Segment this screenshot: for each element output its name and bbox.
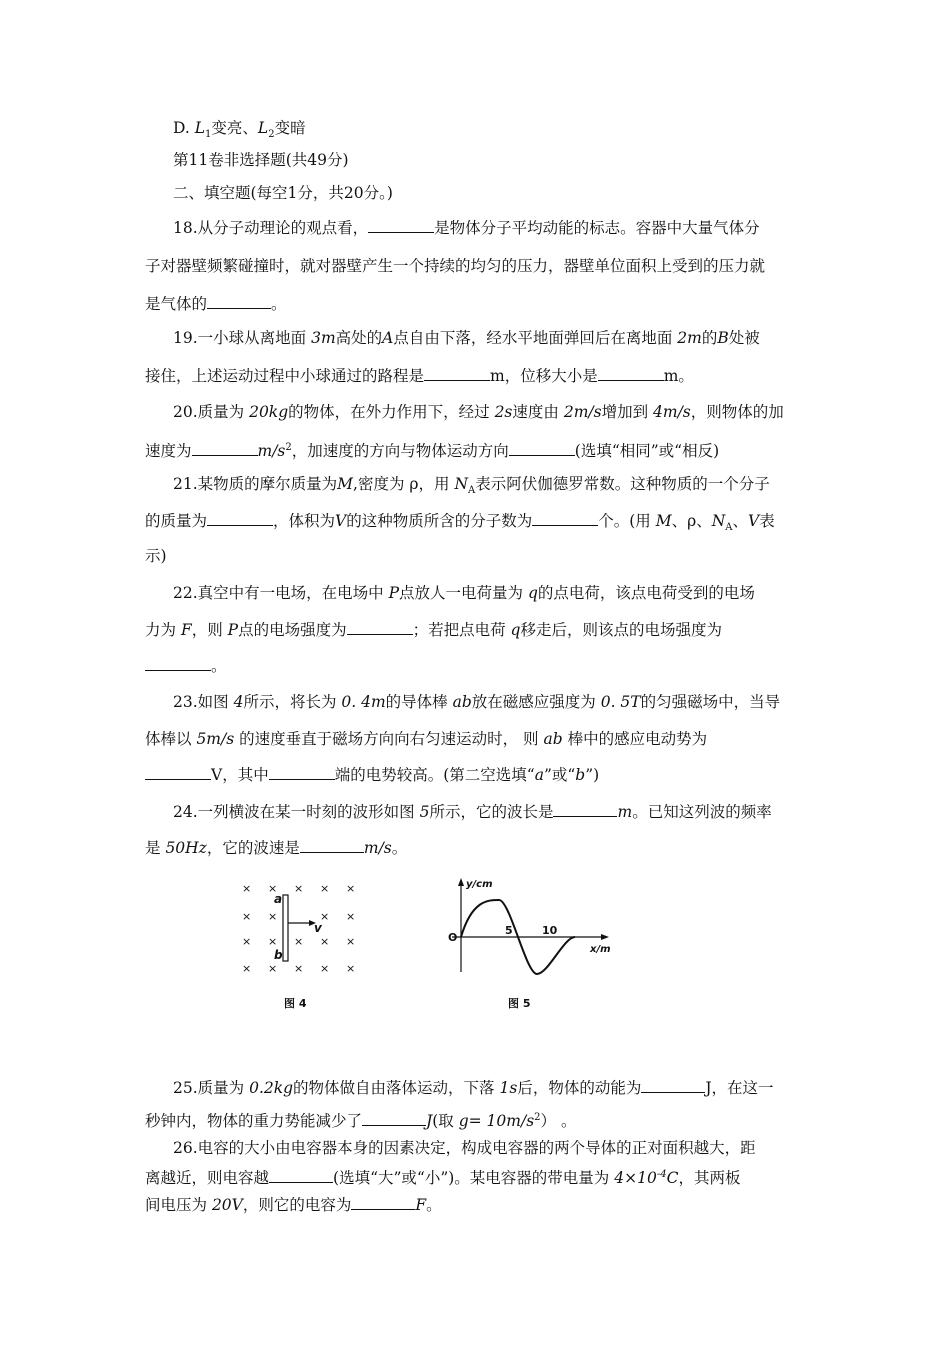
q26-line1: 26.电容的大小由电容器本身的因素决定，构成电容器的两个导体的正对面积越大，距: [173, 1139, 756, 1157]
answer-blank[interactable]: [351, 1195, 415, 1210]
q22-line1: 22.真空中有一电场，在电场中 P点放人一电荷量为 q的点电荷，该点电荷受到的电场: [173, 584, 755, 602]
answer-blank[interactable]: [362, 1111, 426, 1126]
figure-4-caption: 图 4: [284, 997, 307, 1010]
answer-blank[interactable]: [192, 441, 258, 456]
q21-line3: 示): [145, 547, 167, 565]
section-subtitle: 二、填空题(每空1分，共20分。): [173, 184, 393, 202]
option-d: D. $L_1$变亮、$L_2$变暗: [173, 119, 306, 141]
section-title: 第11卷非选择题(共49分): [173, 151, 349, 169]
field-cross: ×: [268, 882, 278, 895]
answer-blank[interactable]: [368, 218, 434, 233]
q18-line1: 18.从分子动理论的观点看， 是物体分子平均动能的标志。容器中大量气体分: [173, 219, 760, 237]
q23-line2: 体棒以 5m/s 的速度垂直于磁场方向向右匀速运动时， 则 ab 棒中的感应电动势为: [145, 730, 708, 748]
field-cross: ×: [242, 935, 252, 948]
q23-line1: 23.如图 4所示，将长为 0. 4m的导体棒 ab放在磁感应强度为 0. 5T的匀强磁场中，当导: [173, 693, 781, 711]
q21-line1: 21.某物质的摩尔质量为M,密度为 ρ，用 $N_A$表示阿伏伽德罗常数。这种物质的一个分子: [173, 475, 770, 497]
q25-line2: 秒钟内，物体的重力势能减少了 J(取 $g= 10m/s^2$） 。: [145, 1112, 577, 1131]
answer-blank[interactable]: [145, 765, 211, 780]
answer-blank[interactable]: [424, 366, 490, 381]
x-axis-label: x/m: [590, 944, 611, 955]
answer-blank[interactable]: [598, 366, 664, 381]
q21-line2: 的质量为 ，体积为V的这种物质所含的分子数为 个。(用 M、ρ、$N_A$、V表: [145, 512, 775, 534]
field-cross: ×: [320, 910, 330, 923]
velocity-label: v: [314, 921, 322, 935]
field-cross: ×: [320, 935, 330, 948]
q19-line2: 接住，上述运动过程中小球通过的路程是 m，位移大小是 m。: [145, 367, 694, 385]
answer-blank[interactable]: [269, 765, 335, 780]
field-cross: ×: [320, 962, 330, 975]
q20-line2: 速度为 $m/s^2$，加速度的方向与物体运动方向 (选填“相同”或“相反): [145, 442, 720, 461]
figure-4: [232, 875, 372, 985]
field-cross: ×: [242, 882, 252, 895]
y-axis-arrow-icon: [458, 878, 464, 886]
x-axis-arrow-icon: [601, 934, 609, 940]
field-cross: ×: [346, 935, 356, 948]
x-tick-10: 10: [542, 924, 558, 937]
q22-line2: 力为 F，则 P点的电场强度为 ；若把点电荷 q移走后，则该点的电场强度为: [145, 621, 722, 639]
field-cross: ×: [268, 962, 278, 975]
answer-blank[interactable]: [347, 620, 413, 635]
q26-line3: 间电压为 20V，则它的电容为 F。: [145, 1196, 442, 1214]
q24-line1: 24.一列横波在某一时刻的波形如图 5所示，它的波长是 m。已知这列波的频率: [173, 803, 772, 821]
field-cross: ×: [320, 882, 330, 895]
conductor-rod: [283, 895, 288, 961]
answer-blank[interactable]: [145, 656, 211, 671]
y-axis-label: y/cm: [466, 879, 493, 890]
field-cross: ×: [242, 910, 252, 923]
field-cross: ×: [346, 962, 356, 975]
field-cross: ×: [346, 910, 356, 923]
figure-5: [442, 870, 622, 995]
figure-5-caption: 图 5: [508, 997, 531, 1010]
field-cross: ×: [268, 910, 278, 923]
q24-line2: 是 50Hz，它的波速是 m/s。: [145, 839, 408, 857]
answer-blank[interactable]: [300, 838, 364, 853]
q20-line1: 20.质量为 20kg的物体，在外力作用下，经过 2s速度由 2m/s增加到 4m/s，则物体的加: [173, 403, 784, 421]
answer-blank[interactable]: [269, 1168, 333, 1183]
field-cross: ×: [294, 935, 304, 948]
answer-blank[interactable]: [553, 802, 617, 817]
field-cross: ×: [346, 882, 356, 895]
field-cross: ×: [268, 935, 278, 948]
answer-blank[interactable]: [207, 294, 271, 309]
q18-line2: 子对器壁频繁碰撞时，就对器壁产生一个持续的均匀的压力，器壁单位面积上受到的压力就: [145, 257, 766, 275]
field-cross: ×: [242, 962, 252, 975]
field-cross: ×: [294, 962, 304, 975]
origin-label: O: [448, 931, 458, 944]
q22-line3: 。: [145, 656, 227, 676]
q23-line3: V，其中 端的电势较高。(第二空选填“a”或“b”): [145, 765, 599, 785]
answer-blank[interactable]: [641, 1078, 705, 1093]
field-crosses: [242, 882, 355, 975]
q19-line1: 19.一小球从离地面 3m高处的A点自由下落，经水平地面弹回后在离地面 2m的B处被: [173, 329, 760, 347]
rod-label-a: a: [274, 892, 283, 906]
q18-line3: 是气体的 。: [145, 295, 287, 313]
q25-line1: 25.质量为 0.2kg的物体做自由落体运动，下落 1s后，物体的动能为 J，在这一: [173, 1079, 774, 1097]
q26-line2: 离越近，则电容越 (选填“大”或“小”)。某电容器的带电量为 $4\times 10^{-4}C$，其两板: [145, 1169, 741, 1188]
x-tick-5: 5: [505, 924, 513, 937]
answer-blank[interactable]: [532, 511, 598, 526]
rod-label-b: b: [274, 948, 283, 962]
answer-blank[interactable]: [207, 511, 273, 526]
field-cross: ×: [294, 882, 304, 895]
answer-blank[interactable]: [509, 441, 575, 456]
